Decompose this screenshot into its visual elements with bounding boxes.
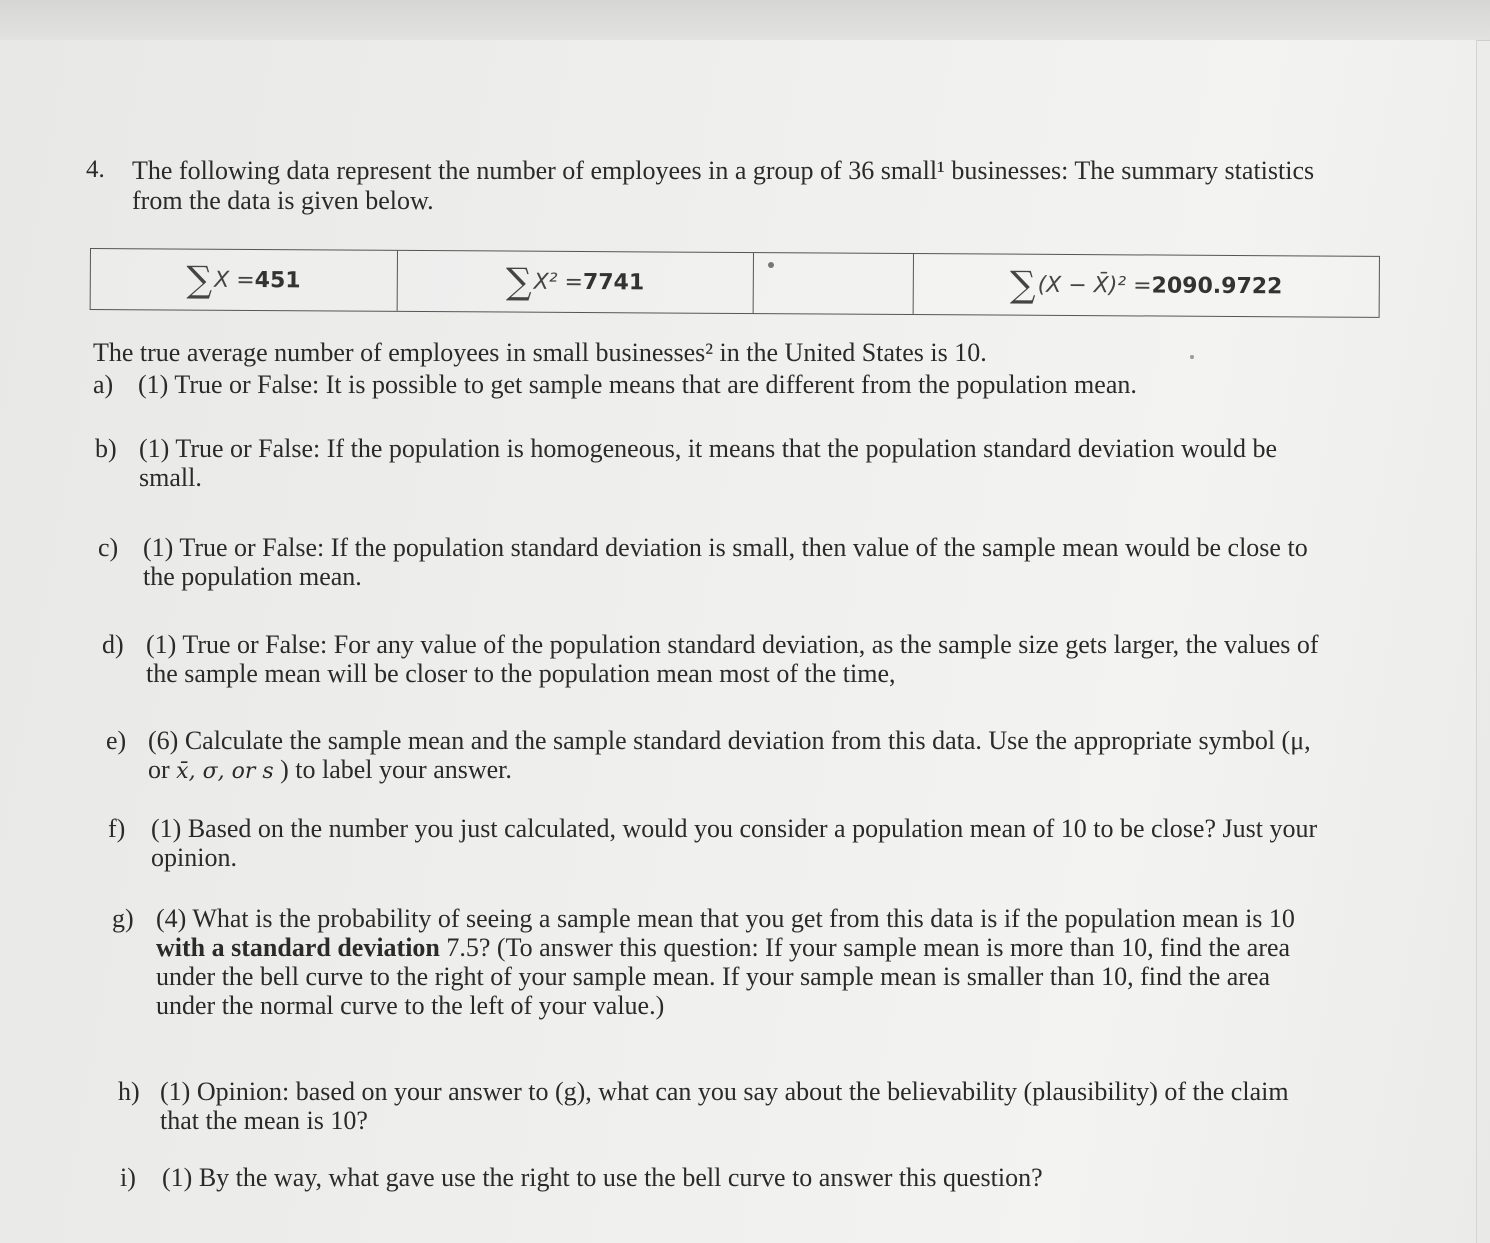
item-text: (1) True or False: It is possible to get sample means that are different from the population mean. bbox=[138, 370, 1137, 399]
item-letter: i) bbox=[120, 1163, 136, 1192]
question-number: 4. bbox=[86, 156, 105, 183]
item-text bbox=[156, 904, 1332, 1020]
premise-text: The true average number of employees in small businesses² in the United States is 10. bbox=[93, 338, 987, 367]
sum-sq-dev-cell bbox=[913, 254, 1379, 317]
item-letter: b) bbox=[95, 434, 117, 463]
item-letter: h) bbox=[118, 1077, 140, 1106]
item-text: (1) True or False: For any value of the population standard deviation, as the sample size gets larger, the values of the sample mean will be closer to the population mean most of the time, bbox=[146, 630, 1319, 688]
paper-top-edge bbox=[0, 0, 1490, 41]
question-item-h bbox=[118, 1077, 1308, 1135]
item-letter: c) bbox=[98, 533, 119, 562]
question-item-c bbox=[98, 533, 1328, 591]
item-text: (1) True or False: If the population is homogeneous, it means that the population standard deviation would be small. bbox=[139, 434, 1278, 492]
item-letter: a) bbox=[93, 370, 114, 399]
sigma-symbol: ∑ bbox=[186, 259, 213, 301]
item-text-part: 7.5? (To answer this question: If your sample mean is more than 10, find the area under the bell curve to the right of your sample mean. If your sample mean is smaller than 10, find the area under the normal curve to the left of your value.) bbox=[156, 933, 1291, 1020]
question-item-e bbox=[106, 726, 1336, 786]
item-text-part: ) to label your answer. bbox=[273, 755, 512, 784]
item-text-part: (4) What is the probability of seeing a sample mean that you get from this data is if the population mean is 10 bbox=[156, 904, 1295, 933]
item-text: (1) Based on the number you just calculated, would you consider a population mean of 10 to be close? Just your opinion. bbox=[151, 814, 1318, 872]
question-intro: The following data represent the number of employees in a group of 36 small¹ businesses: The summary statistics from the data is given below. bbox=[132, 156, 1315, 215]
question-item-a bbox=[93, 370, 1313, 399]
sum-x-value: 451 bbox=[254, 267, 301, 293]
bold-phrase: with a standard deviation bbox=[156, 933, 440, 962]
symbol-list: x̄, σ, or s bbox=[176, 759, 274, 784]
item-text: (1) Opinion: based on your answer to (g), what can you say about the believability (plausibility) of the claim that the mean is 10? bbox=[160, 1077, 1289, 1135]
ink-speck bbox=[768, 262, 774, 268]
question-item-g bbox=[112, 904, 1332, 1020]
item-text: (1) True or False: If the population standard deviation is small, then value of the sample mean would be close to the population mean. bbox=[143, 533, 1308, 591]
question-item-i bbox=[120, 1163, 1320, 1192]
sum-sq-dev-expression: (X − X̄)² = bbox=[1037, 272, 1152, 298]
sum-x-expression: X = bbox=[214, 267, 255, 293]
item-text: (1) By the way, what gave use the right to use the bell curve to answer this question? bbox=[162, 1163, 1043, 1192]
item-letter: e) bbox=[106, 726, 127, 755]
summary-stats-table bbox=[90, 248, 1380, 318]
sum-sq-dev-value: 2090.9722 bbox=[1151, 272, 1283, 299]
question-item-d bbox=[102, 630, 1332, 688]
question-item-b bbox=[95, 434, 1305, 492]
item-text bbox=[148, 726, 1336, 786]
sum-x2-cell bbox=[397, 251, 754, 313]
empty-stat-cell bbox=[754, 253, 914, 314]
item-letter: f) bbox=[108, 814, 126, 843]
item-letter: g) bbox=[112, 904, 134, 933]
item-letter: d) bbox=[102, 630, 124, 659]
ink-speck bbox=[1190, 355, 1194, 359]
sigma-symbol: ∑ bbox=[1009, 264, 1036, 306]
sum-x2-value: 7741 bbox=[582, 269, 645, 295]
sum-x2-expression: X² = bbox=[533, 269, 584, 295]
sigma-symbol: ∑ bbox=[505, 261, 532, 303]
sum-x-cell bbox=[91, 249, 398, 311]
question-item-f bbox=[108, 814, 1338, 872]
item-text-part: (6) Calculate the sample mean and the sample standard deviation from this data. Use the appropriate symbol (μ, or bbox=[148, 726, 1311, 784]
